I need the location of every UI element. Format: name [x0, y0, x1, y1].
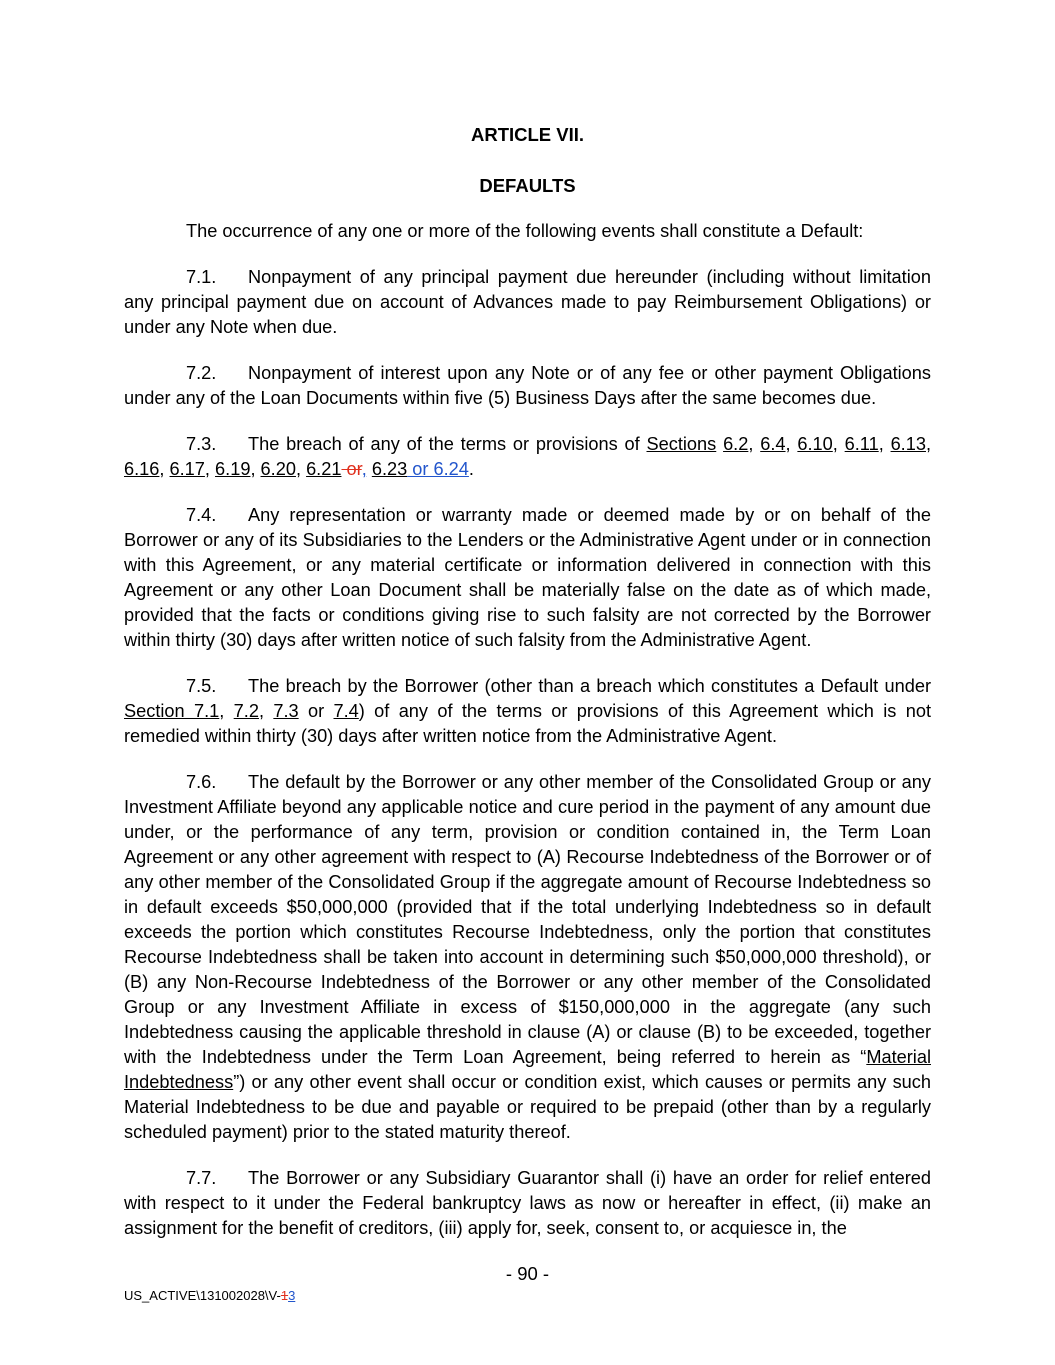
section-7-4 — [124, 503, 931, 653]
punctuation: . — [468, 459, 474, 479]
deleted-text: or — [341, 459, 362, 479]
section-ref[interactable]: 6.10 — [797, 434, 833, 454]
inserted-text: , — [361, 459, 367, 479]
section-text: The default by the Borrower or any other member of the Consolidated Group or any Investment Affiliate beyond any applicable notice and cure period in the payment of any amount due under, or the performance of any term, provision or condition contained in, the Term Loan Agreement or any other agreement with respect to (A) Recourse Indebtedness of the Borrower or of any other member of the Consolidated Group if the aggregate amount of Recourse Indebtedness so in default exceeds $50,000,000 (provided that if the total underlying Indebtedness so in default exceeds the portion which constitutes Recourse Indebtedness, only the portion that constitutes Recourse Indebtedness shall be taken into account in determining such $50,000,000 threshold), or (B) any Non-Recourse Indebtedness of the Borrower or any other member of the Consolidated Group or any Investment Affiliate in excess of $150,000,000 in the aggregate (any such Indebtedness causing the applicable threshold in clause (A) or clause (B) to be exceeded, together with the Indebtedness under the Term Loan Agreement, being referred to herein as “ — [124, 772, 931, 1067]
intro-paragraph: The occurrence of any one or more of the following events shall constitute a Default: — [186, 221, 864, 241]
section-7-5: 7.5. The breach by the Borrower (other than a breach which constitutes a Default under Section 7.1, 7.2, 7.3 or 7.4) of any of the terms or provisions of this Agreement which is not remedied within thirty (30) days after written notice from the Administrative Agent. — [124, 676, 931, 746]
section-ref[interactable]: 7.2 — [233, 701, 259, 721]
section-7-7 — [124, 1166, 931, 1241]
section-ref[interactable]: 6.4 — [760, 434, 786, 454]
section-7-3: 7.3. The breach of any of the terms or provisions of Sections 6.2, 6.4, 6.10, 6.11, 6.13, 6.16, 6.17, 6.19, 6.20, 6.21 or, 6.23 or 6.24. — [124, 434, 932, 479]
article-title: DEFAULTS — [479, 175, 576, 196]
section-text: Nonpayment of interest upon any Note or of any fee or other payment Obligations under any of the Loan Documents within five (5) Business Days after the same becomes due. — [124, 363, 931, 408]
connector-text: or — [298, 701, 334, 721]
section-ref[interactable]: 6.16 — [124, 459, 160, 479]
inserted-text: or 6.24 — [407, 459, 469, 479]
section-ref[interactable]: Section 7.1 — [124, 701, 220, 721]
section-number: 7.3. — [186, 434, 217, 454]
section-number: 7.1. — [186, 267, 217, 287]
section-number: 7.6. — [186, 772, 217, 792]
section-number: 7.5. — [186, 676, 217, 696]
section-ref[interactable]: 6.20 — [260, 459, 296, 479]
inserted-version: 3 — [288, 1288, 296, 1303]
section-ref[interactable]: 6.17 — [169, 459, 205, 479]
document-id-base: US_ACTIVE\131002028\V- — [124, 1288, 281, 1303]
section-7-1 — [124, 265, 931, 340]
section-ref[interactable]: Sections — [646, 434, 717, 454]
section-number: 7.4. — [186, 505, 217, 525]
section-ref[interactable]: 7.3 — [273, 701, 299, 721]
section-text: The Borrower or any Subsidiary Guarantor shall (i) have an order for relief entered with respect to it under the Federal bankruptcy laws as now or hereafter in effect, (ii) make an assignment for the benefit of creditors, (iii) apply for, seek, consent to, or acquiesce in, the — [124, 1168, 931, 1238]
section-number: 7.2. — [186, 363, 217, 383]
section-text: Any representation or warranty made or deemed made by or on behalf of the Borrower or any of its Subsidiaries to the Lenders or the Administrative Agent under or in connection with this Agreement, or any material certificate or information delivered in connection with this Agreement or any other Loan Document shall be materially false on the date as of which made, provided that the facts or conditions giving rise to such falsity are not corrected by the Borrower within thirty (30) days after written notice of such falsity from the Administrative Agent. — [124, 505, 931, 650]
deleted-version: 1 — [280, 1288, 289, 1303]
section-7-2 — [124, 361, 931, 411]
section-number: 7.7. — [186, 1168, 217, 1188]
defined-term: Material Indebtedness — [124, 1047, 931, 1092]
section-text: Nonpayment of any principal payment due hereunder (including without limitation any principal payment due on account of Advances made to pay Reimbursement Obligations) or under any Note when due. — [124, 267, 931, 337]
section-ref[interactable]: 6.2 — [723, 434, 749, 454]
section-ref[interactable]: 6.13 — [890, 434, 926, 454]
section-text: ) of any of the terms or provisions of this Agreement which is not remedied within thirty (30) days after written notice from the Administrative Agent. — [124, 701, 931, 746]
section-text: The breach of any of the terms or provisions of — [248, 434, 647, 454]
section-ref[interactable]: 6.11 — [844, 434, 879, 454]
document-id — [124, 1288, 295, 1303]
page-number: - 90 - — [505, 1263, 550, 1284]
article-number: ARTICLE VII. — [470, 124, 585, 145]
section-ref[interactable]: 6.21 — [306, 459, 342, 479]
section-ref[interactable]: 7.4 — [333, 701, 359, 721]
section-text: ”) or any other event shall occur or condition exist, which causes or permits any such Material Indebtedness to be due and payable or required to be prepaid (other than by a regularly scheduled payment) prior to the stated maturity thereof. — [124, 1072, 931, 1142]
section-ref[interactable]: 6.19 — [215, 459, 251, 479]
section-ref[interactable]: 6.23 — [371, 459, 408, 479]
section-text: The breach by the Borrower (other than a breach which constitutes a Default under — [248, 676, 931, 696]
section-7-6 — [124, 770, 931, 1145]
